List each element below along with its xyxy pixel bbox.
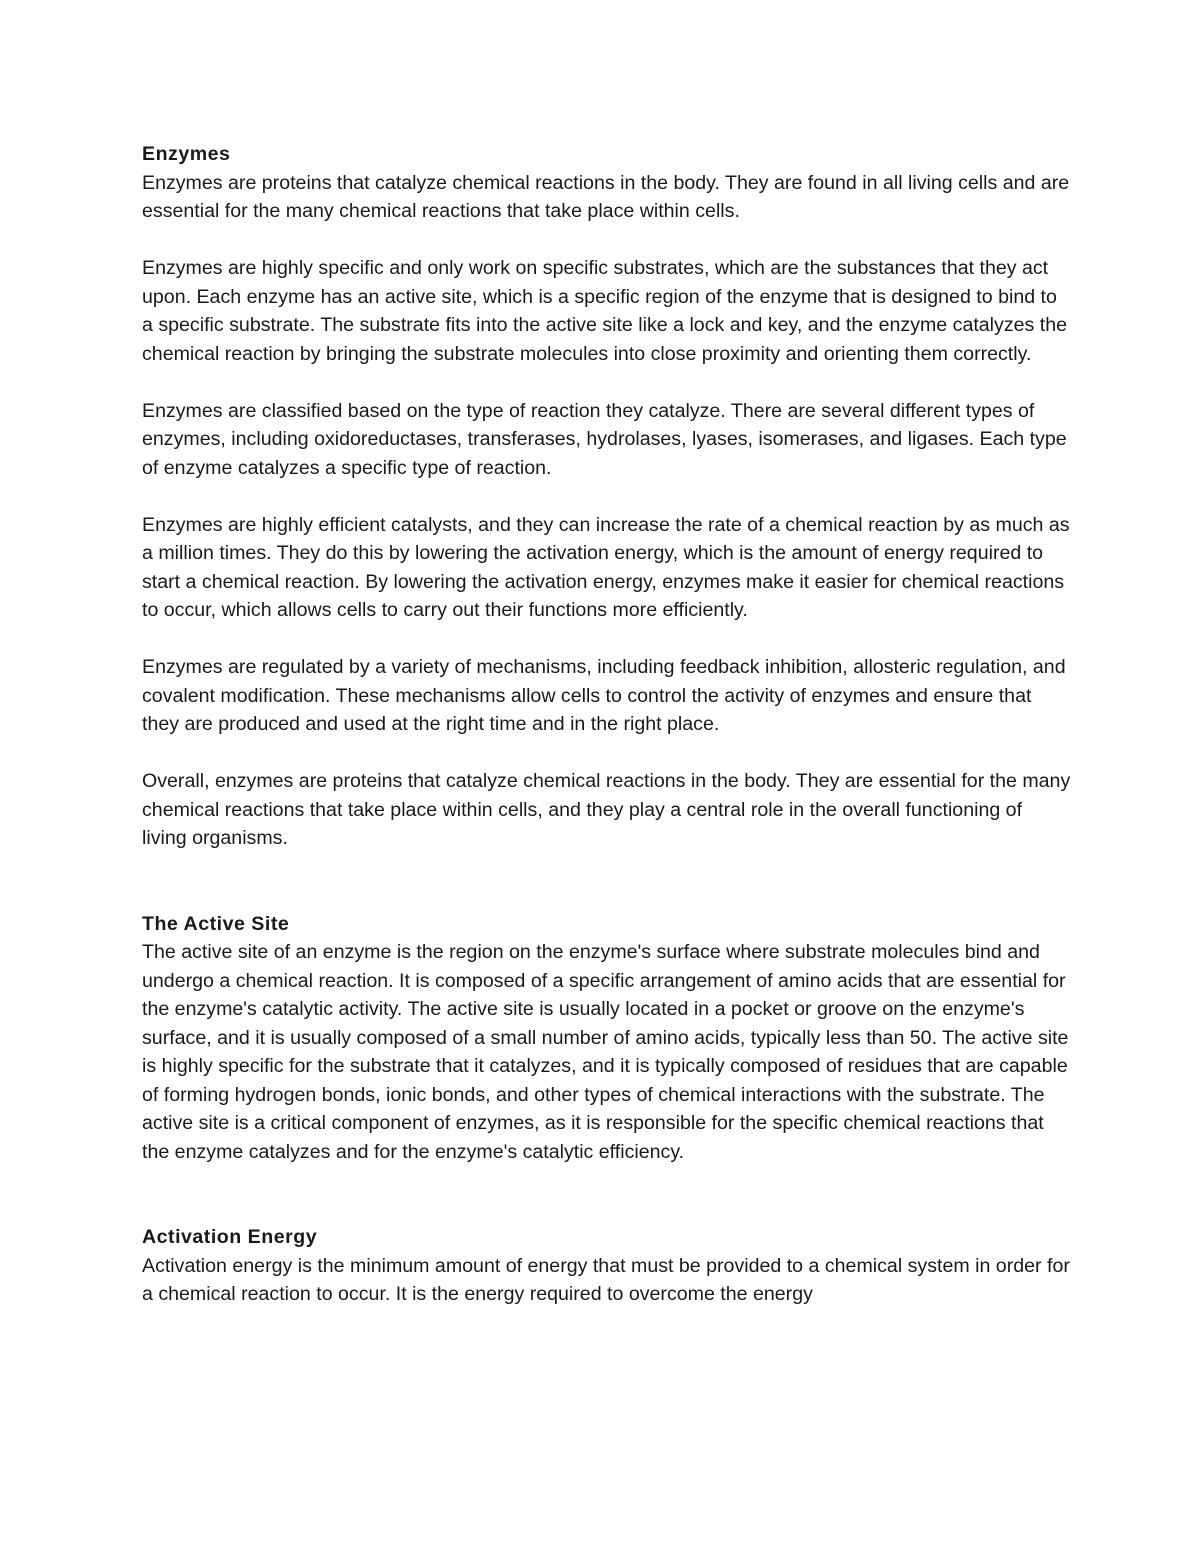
section-heading: Enzymes [142, 143, 231, 165]
paragraph: Overall, enzymes are proteins that catalyze chemical reactions in the body. They are essential for the many chemical reactions that take place within cells, and they play a central role in the overall functioning of living organisms. [142, 770, 1071, 849]
paragraph: Activation energy is the minimum amount of energy that must be provided to a chemical system in order for a chemical reaction to occur. It is the energy required to overcome the energy [142, 1254, 1070, 1305]
section-active-site [142, 910, 1072, 1167]
section-heading: The Active Site [142, 912, 290, 935]
document-body [142, 140, 1072, 1309]
section-activation-energy [142, 1223, 1072, 1309]
section-heading: Activation Energy [142, 1226, 318, 1248]
section-enzymes [142, 140, 1072, 853]
paragraph: The active site of an enzyme is the region on the enzyme's surface where substrate molecules bind and undergo a chemical reaction. It is composed of a specific arrangement of amino acids that are essential for the enzyme's catalytic activity. The active site is usually located in a pocket or groove on the enzyme's surface, and it is usually composed of a small number of amino acids, typically less than 50. The active site is highly specific for the substrate that it catalyzes, and it is typically composed of residues that are capable of forming hydrogen bonds, ionic bonds, and other types of chemical interactions with the substrate. The active site is a critical component of enzymes, as it is responsible for the specific chemical reactions that the enzyme catalyzes and for the enzyme's catalytic efficiency. [142, 941, 1069, 1163]
paragraph: Enzymes are highly efficient catalysts, and they can increase the rate of a chemical reaction by as much as a million times. They do this by lowering the activation energy, which is the amount of energy required to start a chemical reaction. By lowering the activation energy, enzymes make it easier for chemical reactions to occur, which allows cells to carry out their functions more efficiently. [142, 513, 1070, 621]
paragraph: Enzymes are regulated by a variety of mechanisms, including feedback inhibition, allosteric regulation, and covalent modification. These mechanisms allow cells to control the activity of enzymes and ensure that they are produced and used at the right time and in the right place. [142, 656, 1066, 735]
paragraph: Enzymes are proteins that catalyze chemical reactions in the body. They are found in all living cells and are essential for the many chemical reactions that take place within cells. [142, 171, 1070, 222]
paragraph: Enzymes are highly specific and only work on specific substrates, which are the substances that they act upon. Each enzyme has an active site, which is a specific region of the enzyme that is designed to bind to a specific substrate. The substrate fits into the active site like a lock and key, and the enzyme catalyzes the chemical reaction by bringing the substrate molecules into close proximity and orienting them correctly. [142, 257, 1068, 365]
paragraph: Enzymes are classified based on the type of reaction they catalyze. There are several different types of enzymes, including oxidoreductases, transferases, hydrolases, lyases, isomerases, and ligases. Each type of enzyme catalyzes a specific type of reaction. [142, 399, 1067, 479]
